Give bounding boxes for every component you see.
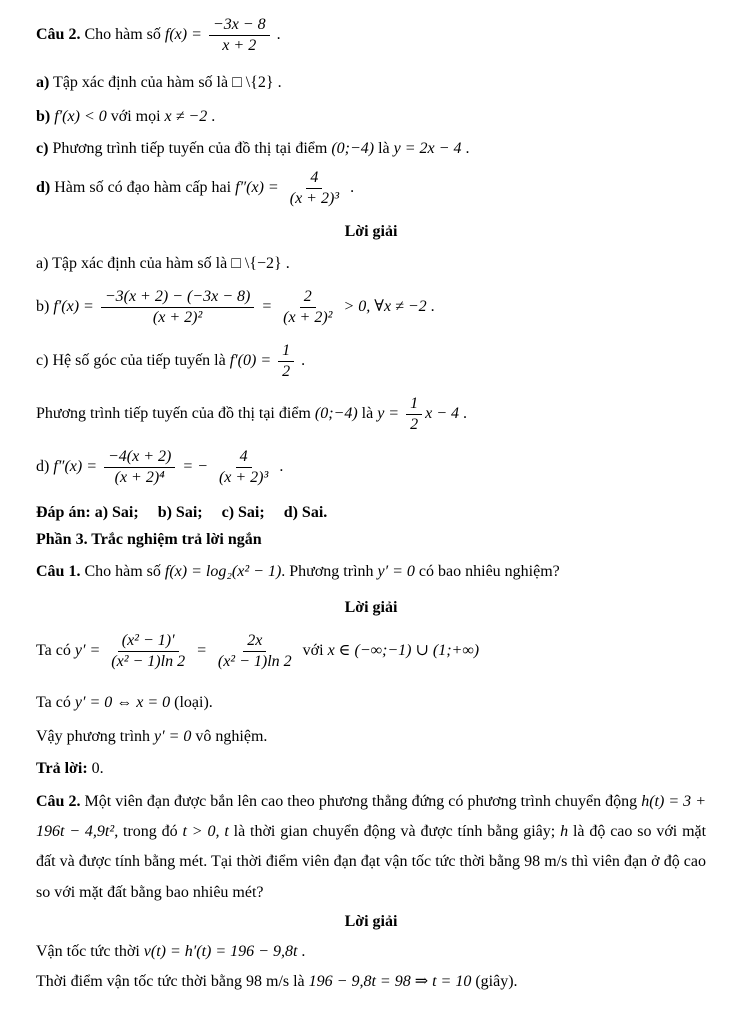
statement-text: Tập xác định của hàm số là [52,254,228,272]
statement-text: là [378,139,390,157]
question-2-part3 [36,787,706,909]
solution-b [36,288,706,327]
fraction [278,342,294,381]
statement-text: Phương trình tiếp tuyến của đồ thị tại điểm [36,405,311,423]
math-variable: h [560,823,569,841]
statement-text: là [361,405,374,423]
fraction [215,448,272,487]
period: . [463,405,468,423]
fraction-denominator: x + 2 [222,36,257,54]
fraction-numerator: −3(x + 2) − (−3x − 8) [101,288,255,308]
fraction [286,169,343,208]
part-3-heading: Phần 3. Trắc nghiệm trả lời ngắn [36,530,262,548]
period: . [301,352,306,370]
function-lhs: y′ = [74,641,101,659]
q1-solution-derivative [36,632,706,671]
question-1-header [36,562,706,582]
statement-text: (giây). [475,973,518,991]
math-expression: x − 4 [425,405,460,423]
question-text: Một viên đạn được bắn lên cao theo phương thẳng đứng có phương trình chuyển động [84,792,638,810]
fraction-denominator: (x² − 1)ln 2 [111,652,186,670]
fraction-denominator: (x + 2)² [283,308,333,326]
fraction-numerator: 4 [236,448,252,468]
missing-glyph-box: □ [231,254,241,272]
q1-solution-root [36,693,706,713]
statement-text: Vận tốc tức thời [36,943,140,961]
math-expression: y = 2x − 4 [393,139,462,157]
period: . [277,73,282,91]
domain-expression: x ∈ (−∞;−1) ∪ (1;+∞) [327,641,480,659]
statement-label: c) [36,139,49,157]
q1-solution-conclusion [36,727,706,747]
statement-text: Vậy phương trình [36,727,151,745]
q2-solution-time [36,972,706,992]
solution-a [36,254,706,274]
fraction-denominator: 2 [282,363,291,381]
function-lhs: f(x) = [164,26,202,44]
statement-d [36,169,706,208]
math-expression: f(x) = log₂(x² − 1) [164,562,282,580]
equals-sign: = [261,297,273,315]
equals-sign: = − [182,458,208,476]
statement-a [36,73,706,93]
statement-label: c) [36,352,49,370]
statement-text: Hệ số góc của tiếp tuyến là [52,352,226,370]
question-text: có bao nhiêu nghiệm? [418,562,560,580]
fraction-numerator: 2x [243,632,266,652]
fraction [209,16,270,55]
fraction-numerator: 1 [278,342,294,362]
answer-c: c) Sai; [221,503,265,521]
function-lhs: f″(x) = [53,458,97,476]
function-lhs: f″(x) = [235,178,279,196]
math-expression: 196 − 9,8t = 98 ⇒ t = 10 [308,973,472,991]
statement-text: Phương trình tiếp tuyến của đồ thị tại điểm [52,139,328,157]
statement-text: . Phương trình [281,562,374,580]
statement-label: b) [36,107,51,125]
solution-d [36,448,706,487]
statement-text: Tập xác định của hàm số là [53,73,229,91]
statement-text: Hàm số có đạo hàm cấp hai [54,178,232,196]
question-2-header [36,16,706,55]
solution-c-tangent [36,395,706,434]
period: . [285,254,290,272]
fraction-numerator: −4(x + 2) [104,448,175,468]
statement-b [36,107,706,127]
fraction [101,288,255,327]
fraction-numerator: 1 [406,395,422,415]
period: . [279,458,284,476]
statement-text: với mọi [110,107,161,125]
answer-b: b) Sai; [157,503,203,521]
math-expression: y′ = 0 ⇔ x = 0 [74,693,171,711]
math-expression: h(t) = 3 + 196t − 4,9t² [36,792,707,841]
period: . [350,178,355,196]
question-label: Câu 1. [36,562,81,580]
q2-solution-velocity [36,942,706,962]
function-lhs: f′(x) = [53,297,94,315]
period: . [465,139,470,157]
statement-text: Thời điểm vận tốc tức thời bằng 98 m/s là [36,973,305,991]
fraction-numerator: −3x − 8 [209,16,270,36]
missing-glyph-box: □ [232,73,242,91]
statement-text: vô nghiệm. [195,727,268,745]
math-expression: y′ = 0 [377,562,415,580]
answer-key-label: Đáp án: [36,503,91,521]
fraction-denominator: (x + 2)³ [218,468,269,486]
question-intro: Cho hàm số [84,562,161,580]
point-coordinates: (0;−4) [314,405,358,423]
fraction-denominator: (x² − 1)ln 2 [217,652,292,670]
period: . [276,26,281,44]
fraction-denominator: 2 [410,416,419,434]
q1-answer-line [36,759,706,779]
fraction-numerator: 2 [300,288,316,308]
solution-heading: Lời giải [344,598,398,616]
question-text: , trong đó [114,823,178,841]
solution-heading: Lời giải [344,222,398,240]
set-notation: \{2} [245,73,274,91]
answer-value: 0. [91,759,104,777]
fraction-numerator: (x² − 1)′ [118,632,179,652]
statement-text: với [302,641,324,659]
answer-d: d) Sai. [283,503,328,521]
statement-text: (loại). [174,693,213,711]
statement-text: Ta có [36,693,71,711]
math-variable: t [224,823,229,841]
math-expression: > 0, ∀x ≠ −2 [343,297,427,315]
fraction-denominator: (x + 2)⁴ [114,468,165,486]
statement-c [36,139,706,159]
statement-label: d) [36,458,50,476]
answer-label: Trả lời: [36,759,88,777]
fraction-numerator: 4 [306,169,322,189]
fraction [406,395,422,434]
fraction-denominator: (x + 2)³ [289,189,340,207]
math-expression: f′(x) < 0 [54,107,107,125]
fraction-denominator: (x + 2)² [152,308,203,326]
function-lhs: f′(0) = [229,352,272,370]
period: . [430,297,435,315]
answer-a: a) Sai; [94,503,139,521]
point-coordinates: (0;−4) [331,139,375,157]
statement-label: d) [36,178,51,196]
period: . [211,107,216,125]
fraction [214,632,296,671]
math-expression: x ≠ −2 [164,107,208,125]
function-lhs: y = [377,405,400,423]
answer-key-line [36,503,706,523]
question-text: là độ cao so với mặt đất và được tính bằng mét. Tại thời điểm viên đạn đạt vận tốc tức thời bằng 98 m/s thì viên đạn ở độ cao so với mặt đất bằng bao nhiêu mét? [36,823,707,901]
statement-text: Ta có [36,641,71,659]
statement-label: a) [36,73,50,91]
set-notation: \{−2} [244,254,282,272]
statement-label: a) [36,254,49,272]
fraction [104,448,175,487]
period: . [301,943,306,961]
question-label: Câu 2. [36,792,81,810]
math-expression: v(t) = h′(t) = 196 − 9,8t [143,943,298,961]
equals-sign: = [196,641,207,659]
fraction [279,288,336,327]
solution-heading: Lời giải [344,913,398,931]
math-expression: t > 0, [182,823,220,841]
question-label: Câu 2. [36,26,81,44]
question-text: là thời gian chuyển động và được tính bằng giây; [233,823,556,841]
solution-c [36,342,706,381]
question-intro: Cho hàm số [84,26,161,44]
math-expression: y′ = 0 [154,727,192,745]
fraction [107,632,189,671]
statement-label: b) [36,297,50,315]
